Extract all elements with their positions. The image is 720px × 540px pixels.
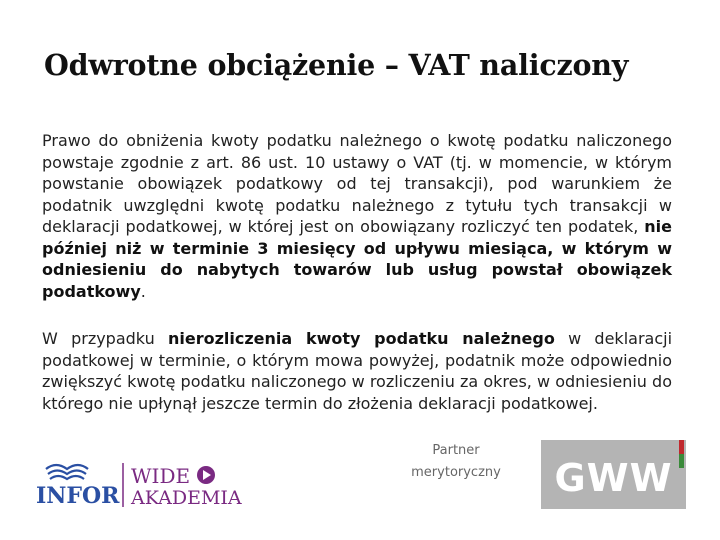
gww-green-bar (679, 454, 684, 468)
paragraph-non-settlement (42, 328, 672, 414)
paragraph-2-bold: nierozliczenia kwoty podatku należnego (167, 329, 555, 348)
gww-red-bar (679, 440, 684, 454)
play-icon (197, 466, 215, 484)
paragraph-2-text: w deklaracji podatkowej w terminie, o którym mowa powyżej, podatnik może odpowiednio zwiększyć kwotę podatku naliczonego w rozliczeniu za okres, w odniesieniu do którego nie upłynął jeszcze termin do złożenia deklaracji podatkowej. (42, 329, 673, 413)
paragraph-1-bold: nie później niż w terminie 3 miesięcy od upływu miesiąca, w którym w odniesieniu do nabytych towarów lub usług powstał obowiązek podatkowy (42, 217, 672, 301)
paragraph-2-start: W przypadku (42, 329, 168, 348)
paragraph-vat-deduction (42, 130, 672, 302)
slide-title: Odwrotne obciążenie – VAT naliczony (44, 48, 629, 82)
paragraph-1-end: . (140, 281, 146, 301)
paragraph-1-text: Prawo do obniżenia kwoty podatku należnego o kwotę podatku naliczonego powstaje zgodnie z art. 86 ust. 10 ustawy o VAT (tj. w momencie, w którym powstanie obowiązek podatkowy od tej transakcji), pod warunkiem że podatnik uwzględni kwotę podatku należnego z tytułu tych transakcji w deklaracji podatkowej, w której jest on obowiązany rozliczyć ten podatek, (42, 131, 672, 236)
infor-wide-akademia-logo (34, 455, 249, 511)
infor-book-icon (46, 465, 88, 479)
infor-logo-text: INFOR (36, 483, 120, 509)
wide-logo-text: WIDE (131, 464, 191, 488)
partner-caption (400, 440, 512, 484)
gww-logo (541, 440, 686, 509)
partner-line-1: Partner (432, 443, 480, 458)
gww-logo-text: GWW (554, 456, 673, 500)
akademia-logo-text: AKADEMIA (131, 487, 242, 509)
partner-line-2: merytoryczny (411, 465, 501, 480)
